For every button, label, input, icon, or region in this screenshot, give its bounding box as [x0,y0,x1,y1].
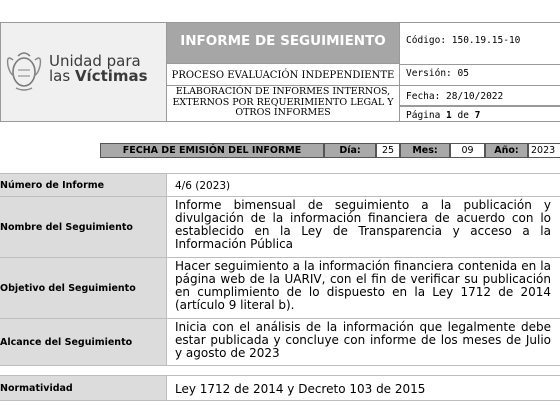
procedure-name: ELABORACIÓN DE INFORMES INTERNOS, EXTERNOS POR REQUERIMIENTO LEGAL Y OTROS INFORMES [166,86,400,122]
day-value: 25 [376,143,400,158]
table-row [0,196,560,257]
row-label: Nombre del Seguimiento [0,197,167,257]
document-date: Fecha: 28/10/2022 [400,86,560,106]
row-value: Informe bimensual de seguimiento a la publicación y divulgación de la información financiera de acuerdo con lo establecido en la Ley de Transparencia y acceso a la Información Pública [175,198,551,251]
row-value: Hacer seguimiento a la información financiera contenida en la página web de la UARIV, con el fin de verificar su publicación en cumplimiento de lo dispuesto en la Ley 1712 de 2014 (artículo 9 literal b). [175,259,551,312]
row-label: Número de Informe [0,174,167,196]
issue-date-label: FECHA DE EMISIÓN DEL INFORME [100,143,324,158]
row-value: Ley 1712 de 2014 y Decreto 103 de 2015 [175,381,426,396]
row-value: Inicia con el análisis de la información que legalmente debe estar publicada y concluye con informe de los meses de Julio y agosto de 2023 [175,320,551,360]
row-label: Objetivo del Seguimiento [0,258,167,318]
logo-text-line1: Unidad para [49,52,141,70]
year-label: Año: [485,143,528,158]
process-name: PROCESO EVALUACIÓN INDEPENDIENTE [166,64,400,86]
day-label: Día: [324,143,376,158]
year-value: 2023 [528,143,560,158]
row-label: Normatividad [0,376,167,400]
table-row [0,318,560,366]
page-indicator: Página 1 de 7 [400,106,560,122]
coat-of-arms-icon [4,48,44,94]
document-version: Versión: 05 [400,64,560,86]
document-title: INFORME DE SEGUIMIENTO [166,22,400,64]
month-label: Mes: [400,143,450,158]
table-row [0,257,560,318]
row-label: Alcance del Seguimiento [0,319,167,365]
logo-text-line2: las Víctimas [49,67,148,85]
row-value: 4/6 (2023) [175,179,231,192]
table-row [0,173,560,196]
table-row [0,375,560,401]
document-code: Código: 150.19.15-10 [400,22,560,64]
month-value: 09 [450,143,485,158]
